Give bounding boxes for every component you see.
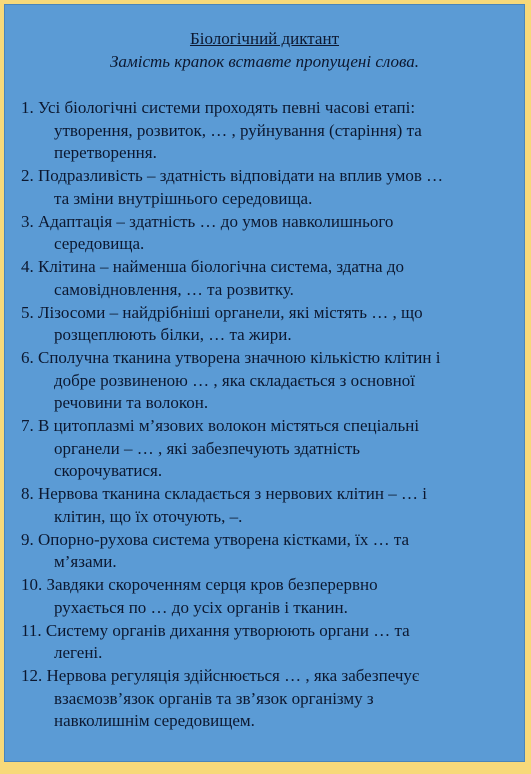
question-text: 7. В цитоплазмі м’язових волокон містяться спеціальні: [21, 416, 420, 435]
question-text: 3. Адаптація – здатність … до умов навколишнього: [21, 211, 394, 231]
question-text-continued: перетворення.: [54, 143, 157, 162]
question-text: 12. Нервова регуляція здійснюється … , яка забезпечує: [21, 666, 420, 685]
question-text-continued: утворення, розвиток, … , руйнування (старіння) та: [54, 120, 422, 140]
question-text: 1. Усі біологічні системи проходять певні часові етапі:: [21, 98, 416, 117]
question-text: 5. Лізосоми – найдрібніші органели, які містять … , що: [21, 302, 423, 322]
dictation-instructions: Замість крапок вставте пропущені слова.: [109, 52, 420, 71]
question-item: [21, 574, 511, 619]
question-text: 9. Опорно-рухова система утворена кістками, їх … та: [21, 529, 410, 549]
question-item: [21, 302, 511, 347]
question-item: [21, 483, 511, 528]
question-text-continued: клітин, що їх оточують, –.: [54, 506, 243, 526]
question-text: 11. Систему органів дихання утворюють органи … та: [21, 620, 410, 640]
question-item: [21, 620, 511, 665]
question-item: [21, 665, 511, 733]
question-text-continued: органели – … , які забезпечують здатність: [54, 438, 361, 458]
question-item: [21, 165, 511, 210]
question-text-continued: м’язами.: [54, 552, 117, 571]
question-text-continued: добре розвиненою … , яка складається з основної: [54, 370, 415, 390]
question-text-continued: навколишнім середовищем.: [54, 711, 255, 730]
question-item: [21, 256, 511, 301]
question-text-continued: речовини та волокон.: [54, 393, 209, 412]
question-text-continued: рухається по … до усіх органів і тканин.: [54, 597, 348, 617]
question-text: 8. Нервова тканина складається з нервових клітин – … і: [21, 484, 427, 503]
question-item: [21, 415, 511, 483]
question-text-continued: взаємозв’язок органів та зв’язок організму з: [54, 688, 374, 708]
question-item: [21, 97, 511, 165]
question-item: [21, 211, 511, 256]
question-text: 10. Завдяки скороченням серця кров безперервно: [21, 575, 378, 594]
question-text-continued: легені.: [54, 643, 103, 662]
question-text-continued: середовища.: [54, 234, 145, 253]
question-text-continued: скорочуватися.: [54, 461, 163, 480]
question-text-continued: розщеплюють білки, … та жири.: [54, 325, 292, 344]
question-text-continued: та зміни внутрішнього середовища.: [54, 188, 313, 208]
question-text: 6. Сполучна тканина утворена значною кількістю клітин і: [21, 348, 441, 367]
question-text: 2. Подразливість – здатність відповідати на вплив умов …: [21, 166, 444, 185]
dictation-title: Біологічний диктант: [189, 29, 340, 48]
question-text-continued: самовідновлення, … та розвитку.: [54, 279, 294, 299]
question-text: 4. Клітина – найменша біологічна система, здатна до: [21, 257, 404, 276]
question-item: [21, 529, 511, 574]
question-item: [21, 347, 511, 415]
dictation-card: [4, 4, 525, 762]
